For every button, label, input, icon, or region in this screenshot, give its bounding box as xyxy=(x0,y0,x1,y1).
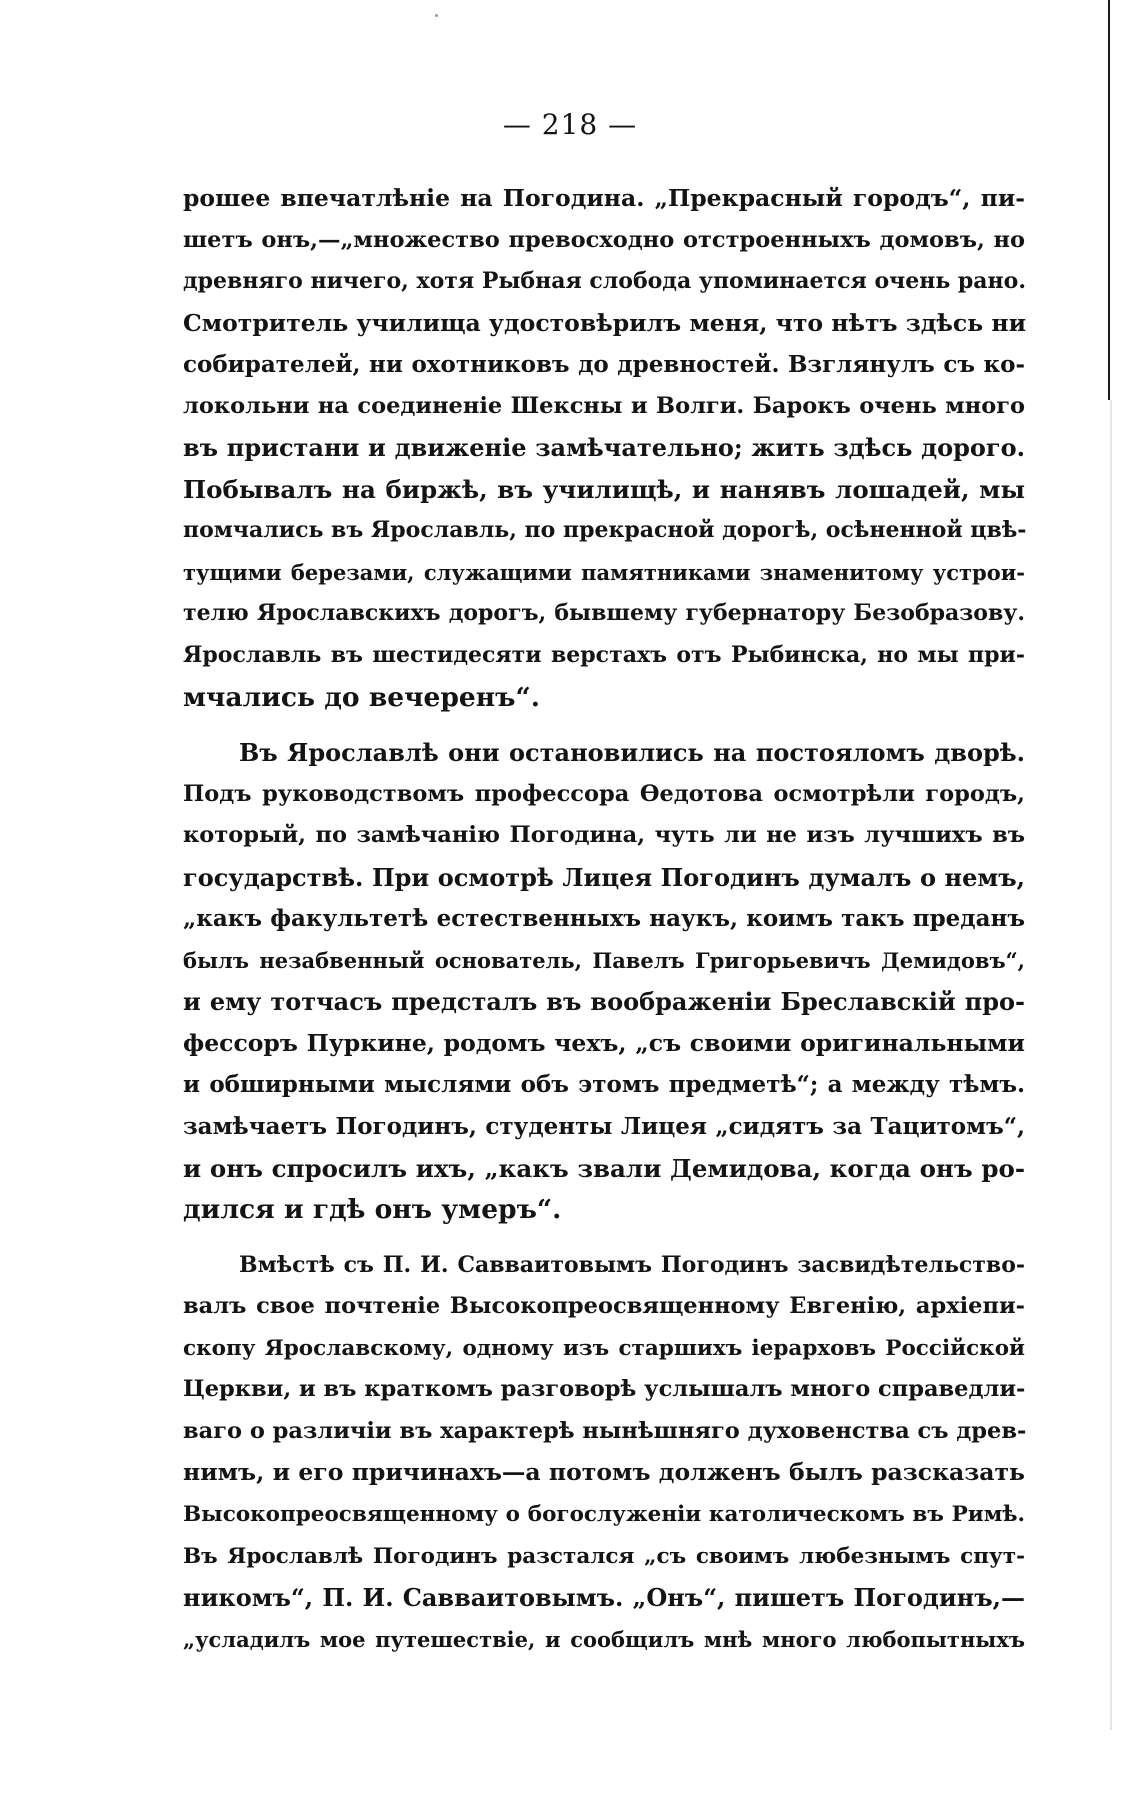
text-line: никомъ“, П. И. Савваитовымъ. „Онъ“, пишетъ Погодинъ,— xyxy=(183,1583,1025,1613)
text-line: древняго ничего, хотя Рыбная слобода упоминается очень рано. xyxy=(183,268,1026,295)
text-line: дился и гдѣ онъ умеръ“. xyxy=(183,1194,562,1226)
text-line: Въ Ярославлѣ они остановились на постояломъ дворѣ. xyxy=(239,738,1025,768)
page-edge-rule xyxy=(1108,0,1110,400)
text-line: Подъ руководствомъ профессора Ѳедотова осмотрѣли городъ, xyxy=(183,780,1025,807)
text-line: мчались до вечеренъ“. xyxy=(183,681,540,713)
text-line: шетъ онъ,—„множество превосходно отстроенныхъ домовъ, но xyxy=(183,226,1025,253)
text-line: скопу Ярославскому, одному изъ старшихъ іерарховъ Россійской xyxy=(183,1335,1025,1361)
text-line: Церкви, и въ краткомъ разговорѣ услышалъ много справедли- xyxy=(183,1376,1026,1403)
text-line: Ярославль въ шестидесяти верстахъ отъ Рыбинска, но мы при- xyxy=(183,642,1025,669)
body-text xyxy=(183,178,1025,1660)
paragraph xyxy=(183,178,1025,718)
text-line: замѣчаетъ Погодинъ, студенты Лицея „сидятъ за Тацитомъ“, xyxy=(183,1113,1025,1141)
text-line: и обширными мыслями объ этомъ предметѣ“; а между тѣмъ. xyxy=(183,1071,1025,1099)
text-line: въ пристани и движеніе замѣчательно; жить здѣсь дорого. xyxy=(183,433,1025,463)
text-line: Смотритель училища удостовѣрилъ меня, что нѣтъ здѣсь ни xyxy=(183,308,1027,337)
page-number: — 218 — xyxy=(502,108,638,141)
ink-speck xyxy=(435,14,438,17)
text-line: государствѣ. При осмотрѣ Лицея Погодинъ думалъ о немъ, xyxy=(183,862,1025,892)
paragraph xyxy=(183,732,1025,1231)
text-line: „усладилъ мое путешествіе, и сообщилъ мнѣ много любопытныхъ xyxy=(183,1626,1025,1652)
text-line: валъ свое почтеніе Высокопреосвященному Евгенію, архіепи- xyxy=(183,1293,1025,1320)
text-line: фессоръ Пуркине, родомъ чехъ, „съ своими оригинальными xyxy=(183,1028,1025,1057)
text-line: Побывалъ на биржѣ, въ училищѣ, и нанявъ лошадей, мы xyxy=(183,474,1025,504)
paragraph-gap xyxy=(183,1231,1025,1245)
text-line: собирателей, ни охотниковъ до древностей. Взглянулъ съ ко- xyxy=(183,351,1025,379)
text-line: ваго о различіи въ характерѣ нынѣшняго духовенства съ древ- xyxy=(183,1417,1027,1444)
text-line: и ему тотчасъ предсталъ въ воображеніи Бреславскій про- xyxy=(183,987,1025,1017)
text-line: локольни на соединеніе Шексны и Волги. Барокъ очень много xyxy=(183,392,1025,419)
text-line: тущими березами, служащими памятниками знаменитому устрои- xyxy=(183,559,1025,585)
text-line: „какъ факультетѣ естественныхъ наукъ, коимъ такъ преданъ xyxy=(183,905,1025,933)
text-line: Въ Ярославлѣ Погодинъ разстался „съ своимъ любезнымъ спут- xyxy=(183,1543,1025,1569)
page-edge-shadow xyxy=(1110,400,1112,1730)
text-line: помчались въ Ярославль, по прекрасной дорогѣ, осѣненной цвѣ- xyxy=(183,517,1027,544)
text-line: телю Ярославскихъ дорогъ, бывшему губернатору Безобразову. xyxy=(183,600,1025,627)
text-line: который, по замѣчанію Погодина, чуть ли не изъ лучшихъ въ xyxy=(183,822,1025,849)
text-line: Высокопреосвященному о богослуженіи католическомъ въ Римѣ. xyxy=(183,1501,1025,1527)
paragraph-gap xyxy=(183,718,1025,732)
text-line: нимъ, и его причинахъ—а потомъ долженъ былъ разсказать xyxy=(183,1458,1025,1487)
paragraph xyxy=(183,1245,1025,1660)
text-line: и онъ спросилъ ихъ, „какъ звали Демидова, когда онъ ро- xyxy=(183,1153,1025,1183)
text-line: рошее впечатлѣніе на Погодина. „Прекрасный городъ“, пи- xyxy=(183,184,1025,212)
text-line: Вмѣстѣ съ П. И. Савваитовымъ Погодинъ засвидѣтельство- xyxy=(239,1251,1025,1278)
text-line: былъ незабвенный основатель, Павелъ Григорьевичъ Демидовъ“, xyxy=(183,947,1025,973)
